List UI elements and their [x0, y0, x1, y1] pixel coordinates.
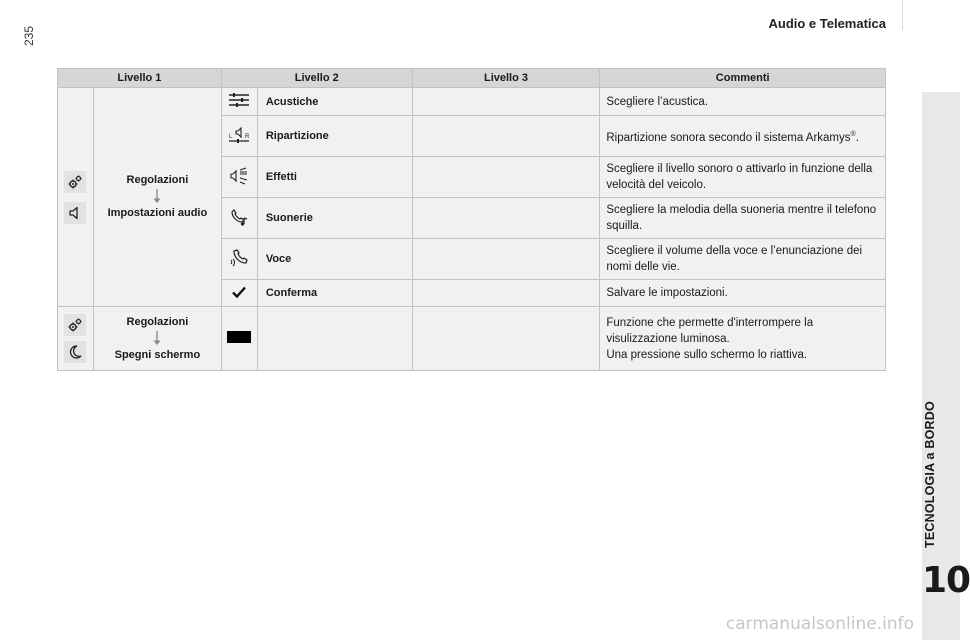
level1-label-top: Regolazioni [126, 174, 189, 186]
level3-cell [412, 198, 600, 239]
comment-conferma: Salvare le impostazioni. [600, 280, 886, 307]
equalizer-icon-cell [221, 88, 257, 116]
checkmark-icon [232, 286, 246, 298]
level3-cell [412, 88, 600, 116]
voice-icon-cell [221, 239, 257, 280]
row-label-effetti: Effetti [257, 157, 412, 198]
header-divider [902, 0, 903, 30]
settings-gear-icon [64, 314, 86, 336]
chapter-number: 10 [922, 560, 970, 601]
comment-effetti: Scegliere il livello sonoro o attivarlo in funzione della velocità del veicolo. [600, 157, 886, 198]
row-label-conferma: Conferma [257, 280, 412, 307]
page-number: 235 [22, 25, 36, 46]
section-label: TECNOLOGIA a BORDO [923, 401, 937, 548]
header-livello-1: Livello 1 [58, 69, 222, 88]
arrow-down-icon [152, 331, 162, 347]
left-right-balance-icon [227, 126, 251, 144]
arrow-down-icon [152, 189, 162, 205]
table-row [58, 88, 886, 116]
screen-off-icon-cell [221, 307, 257, 371]
level2-empty-cell [257, 307, 412, 371]
comment-acustiche: Scegliere l’acustica. [600, 88, 886, 116]
svg-text:L: L [229, 133, 233, 140]
effects-icon-cell [221, 157, 257, 198]
sound-waves-icon [228, 167, 250, 185]
level1-label-cell [93, 307, 221, 371]
level3-cell [412, 280, 600, 307]
level1-icons-cell [58, 88, 94, 307]
row-label-acustiche: Acustiche [257, 88, 412, 116]
comment-ripartizione: Ripartizione sonora secondo il sistema Arkamys®. [600, 116, 886, 157]
page-header-title: Audio e Telematica [768, 16, 886, 31]
moon-icon [64, 341, 86, 363]
level1-label-bottom: Spegni schermo [114, 348, 201, 361]
comment-spegni-schermo: Funzione che permette d'interrompere la visulizzazione luminosa. Una pressione sullo schermo lo riattiva. [600, 307, 886, 371]
watermark: carmanualsonline.info [725, 614, 914, 634]
ringing-phone-icon [228, 206, 250, 228]
table-row [58, 307, 886, 371]
svg-text:R: R [245, 133, 250, 140]
settings-table [57, 68, 886, 371]
level3-cell [412, 239, 600, 280]
level1-label-cell [93, 88, 221, 307]
level3-cell [412, 116, 600, 157]
settings-gear-icon [64, 171, 86, 193]
header-livello-2: Livello 2 [221, 69, 412, 88]
row-label-ripartizione: Ripartizione [257, 116, 412, 157]
black-screen-icon [227, 331, 251, 343]
row-label-suonerie: Suonerie [257, 198, 412, 239]
row-label-voce: Voce [257, 239, 412, 280]
level1-icons-cell [58, 307, 94, 371]
speaker-icon [64, 202, 86, 224]
level3-cell [412, 157, 600, 198]
level3-cell [412, 307, 600, 371]
level1-label-bottom: Impostazioni audio [107, 207, 208, 219]
ringtone-icon-cell [221, 198, 257, 239]
level1-label-top: Regolazioni [126, 315, 189, 328]
confirm-icon-cell [221, 280, 257, 307]
header-livello-3: Livello 3 [412, 69, 600, 88]
equalizer-icon [228, 93, 250, 107]
comment-suonerie: Scegliere la melodia della suoneria mentre il telefono squilla. [600, 198, 886, 239]
table-header-row [58, 69, 886, 88]
comment-voce: Scegliere il volume della voce e l’enunciazione dei nomi delle vie. [600, 239, 886, 280]
voice-icon [228, 247, 250, 269]
header-commenti: Commenti [600, 69, 886, 88]
balance-icon-cell [221, 116, 257, 157]
